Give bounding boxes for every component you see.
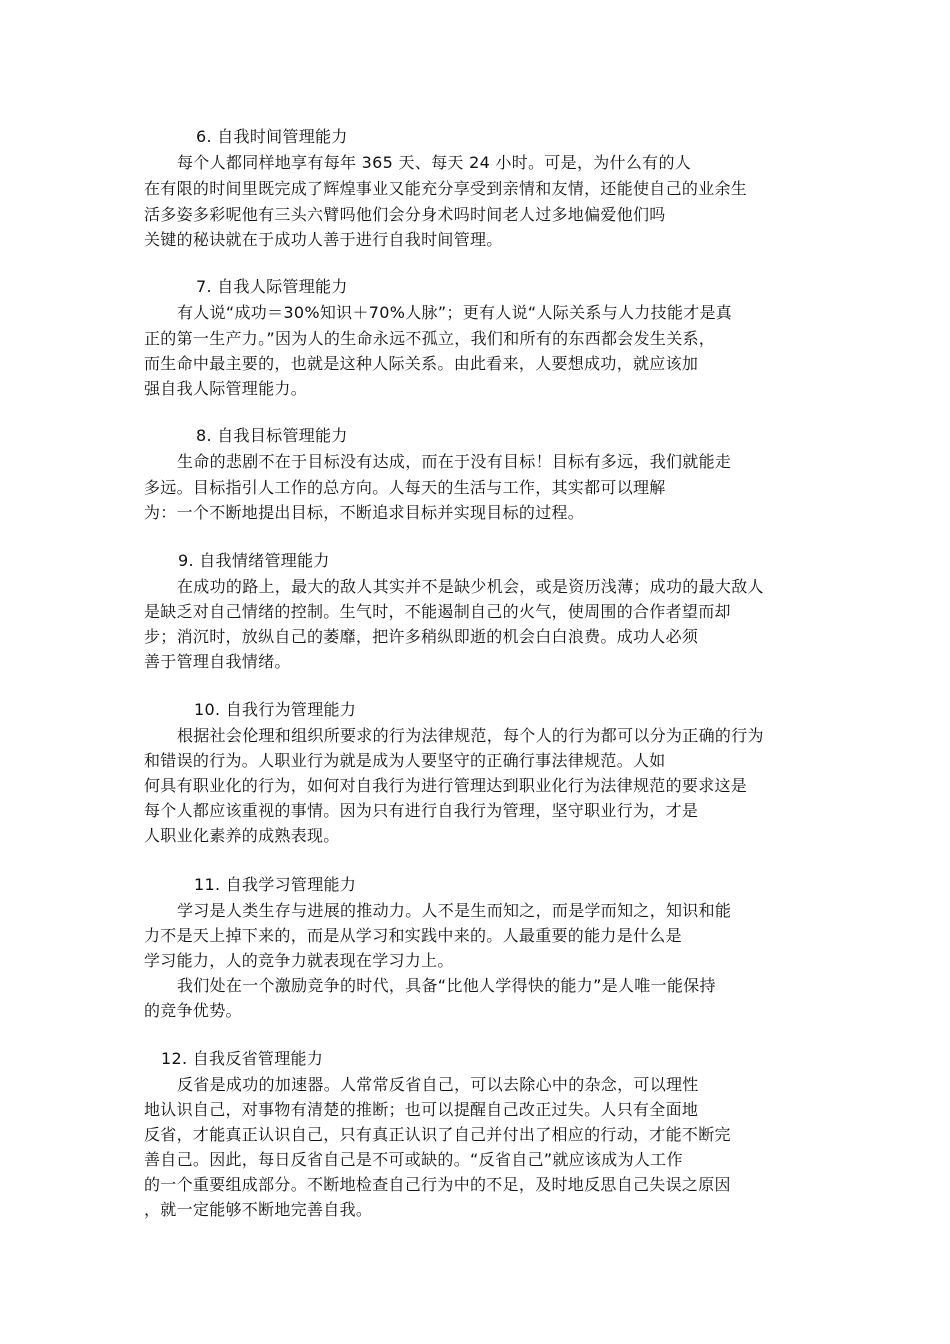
paragraph-line: 步；消沉时，放纵自己的萎靡，把许多稍纵即逝的机会白白浪费。成功人必须 (144, 627, 699, 646)
section-heading: 9. 自我情绪管理能力 (178, 551, 330, 570)
paragraph-line: 在成功的路上，最大的敌人其实并不是缺少机会，或是资历浅薄；成功的最大敌人 (177, 577, 764, 596)
paragraph-line: 根据社会伦理和组织所要求的行为法律规范，每个人的行为都可以分为正确的行为 (177, 726, 764, 745)
paragraph-line: 多远。目标指引人工作的总方向。人每天的生活与工作，其实都可以理解 (144, 478, 666, 497)
paragraph-line: 活多姿多彩呢他有三头六臂吗他们会分身术吗时间老人过多地偏爱他们吗 (144, 205, 666, 224)
paragraph-line: 地认识自己，对事物有清楚的推断；也可以提醒自己改正过失。人只有全面地 (144, 1100, 699, 1119)
paragraph-line: 反省是成功的加速器。人常常反省自己，可以去除心中的杂念，可以理性 (177, 1075, 699, 1094)
paragraph-line: 力不是天上掉下来的，而是从学习和实践中来的。人最重要的能力是什么是 (144, 926, 682, 945)
paragraph-line: 善自己。因此，每日反省自己是不可或缺的。“反省自己”就应该成为人工作 (144, 1150, 683, 1169)
section-heading: 10. 自我行为管理能力 (194, 700, 357, 719)
paragraph-line: 的一个重要组成部分。不断地检查自己行为中的不足，及时地反思自己失误之原因 (144, 1175, 731, 1194)
paragraph-line: 的竞争优势。 (144, 1001, 242, 1020)
paragraph-line: 学习能力，人的竞争力就表现在学习力上。 (144, 951, 454, 970)
paragraph-line: 每个人都应该重视的事情。因为只有进行自我行为管理，坚守职业行为，才是 (144, 801, 699, 820)
paragraph-line: 学习是人类生存与进展的推动力。人不是生而知之，而是学而知之，知识和能 (177, 901, 732, 920)
section-heading: 11. 自我学习管理能力 (194, 875, 357, 894)
paragraph-line: ，就一定能够不断地完善自我。 (144, 1200, 373, 1219)
paragraph-line: 我们处在一个激励竞争的时代，具备“比他人学得快的能力”是人唯一能保持 (177, 976, 716, 995)
paragraph-line: 在有限的时间里既完成了辉煌事业又能充分享受到亲情和友情，还能使自己的业余生 (144, 179, 748, 198)
paragraph-line: 何具有职业化的行为，如何对自我行为进行管理达到职业化行为法律规范的要求这是 (144, 776, 748, 795)
section-heading: 6. 自我时间管理能力 (196, 127, 348, 146)
paragraph-line: 善于管理自我情绪。 (144, 652, 291, 671)
paragraph-line: 反省，才能真正认识自己，只有真正认识了自己并付出了相应的行动，才能不断完 (144, 1125, 731, 1144)
paragraph-line: 而生命中最主要的，也就是这种人际关系。由此看来，人要想成功，就应该加 (144, 354, 699, 373)
paragraph-line: 每个人都同样地享有每年 365 天、每天 24 小时。可是，为什么有的人 (177, 153, 692, 172)
paragraph-line: 有人说“成功＝30%知识＋70%人脉”；更有人说“人际关系与人力技能才是真 (177, 303, 733, 322)
section-heading: 7. 自我人际管理能力 (196, 277, 348, 296)
paragraph-line: 正的第一生产力。”因为人的生命永远不孤立，我们和所有的东西都会发生关系， (144, 329, 716, 348)
paragraph-line: 强自我人际管理能力。 (144, 379, 308, 398)
section-heading: 8. 自我目标管理能力 (196, 426, 348, 445)
paragraph-line: 为：一个不断地提出目标，不断追求目标并实现目标的过程。 (144, 503, 585, 522)
paragraph-line: 人职业化素养的成熟表现。 (144, 826, 340, 845)
paragraph-line: 生命的悲剧不在于目标没有达成，而在于没有目标！目标有多远，我们就能走 (177, 452, 732, 471)
section-heading: 12. 自我反省管理能力 (161, 1049, 324, 1068)
paragraph-line: 和错误的行为。人职业行为就是成为人要坚守的正确行事法律规范。人如 (144, 751, 666, 770)
paragraph-line: 关键的秘诀就在于成功人善于进行自我时间管理。 (144, 230, 503, 249)
paragraph-line: 是缺乏对自己情绪的控制。生气时，不能遏制自己的火气，使周围的合作者望而却 (144, 602, 731, 621)
